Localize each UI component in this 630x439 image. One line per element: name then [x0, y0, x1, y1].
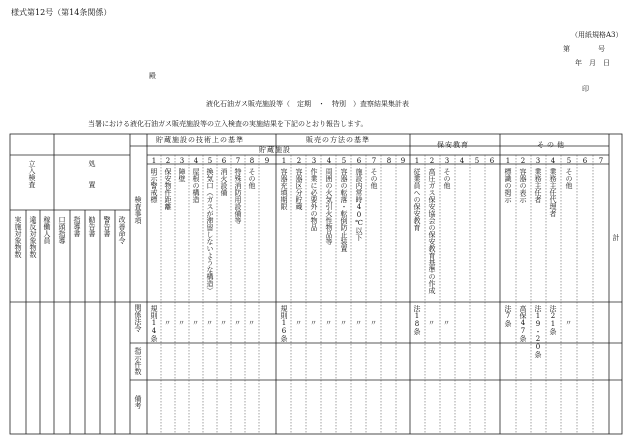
document-date: 年 月 日: [575, 59, 610, 67]
tech-num-5: 5: [207, 157, 213, 165]
item-chief: 業務主任者: [534, 168, 542, 203]
tech-num-1: 1: [151, 157, 157, 165]
other-num-5: 5: [566, 157, 572, 165]
ref-tech-4: 〃: [192, 319, 199, 327]
ref-safety-3: 〃: [443, 319, 450, 327]
item-separate-storage: 容器区分貯蔵: [295, 168, 303, 210]
item-special-fire-equipment: 特殊消防用設備等: [234, 168, 242, 224]
ref-other-2: 高保47条: [519, 305, 527, 342]
group-safety-education: 保安教育: [437, 141, 469, 149]
ref-sales-5: 〃: [340, 319, 347, 327]
ref-other-5: 〃: [565, 319, 572, 327]
tech-num-3: 3: [179, 157, 185, 165]
item-container-label: 容器の表示: [519, 168, 527, 203]
safety-num-2: 2: [429, 157, 435, 165]
total-header: 計: [612, 234, 620, 241]
ref-sales-4: 〃: [325, 319, 332, 327]
sales-num-6: 6: [356, 157, 362, 165]
other-num-4: 4: [550, 157, 556, 165]
other-num-6: 6: [582, 157, 588, 165]
ref-safety-2: 〃: [428, 319, 435, 327]
ref-tech-1: 規則14条: [150, 305, 158, 342]
item-fall-prevention: 容器の転落・転倒防止装置: [340, 168, 348, 252]
ref-tech-8: 〃: [248, 319, 255, 327]
addressee-suffix: 殿: [149, 72, 156, 80]
ref-sales-6: 〃: [355, 319, 362, 327]
form-number: 様式第12号（第14条関係）: [11, 8, 112, 17]
seal-mark: 印: [582, 85, 589, 93]
item-fill-expiry: 容器充填期限: [280, 168, 288, 210]
page-title: 液化石油ガス販売施設等（ 定期 ・ 特別 ）査察結果集計表: [206, 100, 409, 108]
document-number: 第 号: [563, 45, 605, 53]
group-sales: 販売の方法の基準: [306, 136, 370, 144]
item-staff-education: 従業員への保安教育: [413, 168, 421, 231]
col-recommendation: 勧告書: [88, 216, 96, 237]
basis-row-label: 関係法令: [134, 304, 142, 332]
item-deputy-chief: 業務主任代理者: [549, 168, 557, 217]
ref-other-3: 法19・20条: [534, 305, 542, 358]
safety-num-4: 4: [459, 157, 465, 165]
ref-other-1: 法7条: [504, 305, 512, 327]
sales-num-3: 3: [311, 157, 317, 165]
ref-tech-5: 〃: [206, 319, 213, 327]
sales-num-5: 5: [341, 157, 347, 165]
ref-tech-7: 〃: [234, 319, 241, 327]
sales-num-1: 1: [281, 157, 287, 165]
ref-sales-3: 〃: [310, 319, 317, 327]
item-education-standard: 高圧ガス保安協会の保安教育基準の作成: [428, 168, 436, 294]
item-warning-sign: 明示警戒標: [150, 168, 158, 203]
safety-num-5: 5: [474, 157, 480, 165]
item-extinguisher: 消火設備: [220, 168, 228, 196]
col-guidance-doc: 指導書: [73, 216, 81, 237]
ref-sales-2: 〃: [295, 319, 302, 327]
item-other-other: その他: [565, 168, 573, 189]
count-row-label: 指示件数: [134, 347, 142, 375]
tech-num-6: 6: [221, 157, 227, 165]
other-num-2: 2: [520, 157, 526, 165]
item-tech-other: その他: [248, 168, 256, 189]
tech-num-9: 9: [264, 157, 270, 165]
item-fire-nearby: 周囲の火気引火性物品等: [325, 168, 333, 245]
col-improvement-order: 改善命令: [118, 216, 126, 244]
ref-tech-2: 〃: [164, 319, 171, 327]
tech-num-7: 7: [235, 157, 241, 165]
ref-sales-7: 〃: [370, 319, 377, 327]
sales-num-9: 9: [400, 157, 406, 165]
item-vent: 換気口（ガスが滞留しないような構造）: [206, 168, 214, 294]
sales-num-7: 7: [371, 157, 377, 165]
sales-num-2: 2: [296, 157, 302, 165]
col-staff: 稼働人員: [43, 216, 51, 244]
check-items-header: 検査事項: [134, 196, 142, 224]
item-sales-other: その他: [370, 168, 378, 189]
tech-num-4: 4: [193, 157, 199, 165]
tech-num-8: 8: [249, 157, 255, 165]
item-barrier: 障壁: [178, 168, 186, 182]
safety-num-6: 6: [489, 157, 495, 165]
other-num-1: 1: [505, 157, 511, 165]
item-sign-display: 標識の掲示: [504, 168, 512, 203]
intro-text: 当署における液化石油ガス販売施設等の立入検査の実施結果を下記のとおり報告します。: [88, 120, 368, 128]
col-oral-guidance: 口頭指導: [58, 216, 66, 244]
group-storage-facility: 貯蔵施設: [259, 146, 291, 154]
disposition-header: 処 置: [88, 160, 96, 188]
ref-tech-6: 〃: [220, 319, 227, 327]
other-num-7: 7: [598, 157, 604, 165]
sales-num-8: 8: [386, 157, 392, 165]
group-storage-tech: 貯蔵施設の技術上の基準: [156, 136, 244, 144]
safety-num-3: 3: [444, 157, 450, 165]
tech-num-2: 2: [165, 157, 171, 165]
safety-num-1: 1: [414, 157, 420, 165]
group-other: その他: [537, 141, 567, 149]
inspection-header: 立入検査: [28, 160, 36, 188]
item-temperature: 施設内常時40℃以下: [355, 168, 363, 241]
item-roof: 屋根の構造: [192, 168, 200, 203]
paper-size: （用紙規格A3）: [571, 31, 623, 39]
col-warning: 警告書: [103, 216, 111, 237]
ref-safety-1: 法18条: [413, 305, 421, 335]
ref-sales-1: 規則16条: [280, 305, 288, 342]
item-safety-other: その他: [443, 168, 451, 189]
other-num-3: 3: [535, 157, 541, 165]
sales-num-4: 4: [326, 157, 332, 165]
ref-other-4: 法21条: [549, 305, 557, 335]
col-target-count: 実施対象物数: [14, 216, 22, 258]
col-violation-count: 違反対象物数: [29, 216, 37, 258]
item-safety-distance: 保安物件距離: [164, 168, 172, 210]
item-unneeded-goods: 作業に必要外の物品: [310, 168, 318, 231]
ref-tech-3: 〃: [178, 319, 185, 327]
remarks-row-label: 備考: [134, 395, 142, 409]
